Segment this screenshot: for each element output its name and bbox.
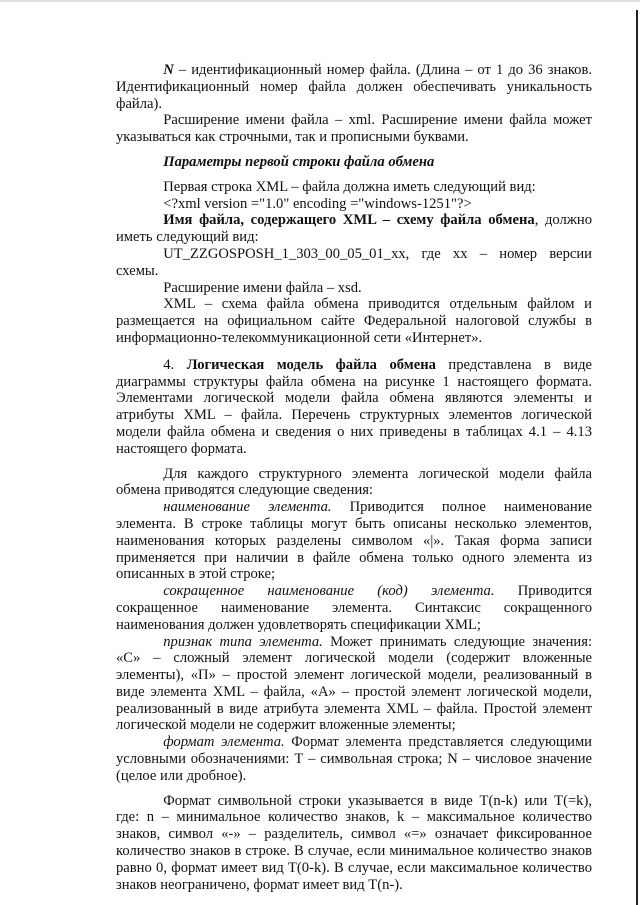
short-name-term: сокращенное наименование (код) элемента. (163, 583, 495, 600)
paragraph-file-id (116, 62, 592, 112)
paragraph-schema-extension: Расширение имени файла – xsd. (163, 279, 362, 296)
format-text: Формат элемента представляется следующими условными обозначениями: Т – символьная строка; N – числовое значение (целое или дробное). (116, 734, 592, 784)
paragraph-type-flag (116, 634, 592, 735)
paragraph-file-id-text: – идентификационный номер файла. (Длина – от 1 до 36 знаков. Идентификационный номер файла должен обеспечивать уникальность файла). (116, 62, 592, 112)
logical-model-prefix: 4. (163, 356, 187, 373)
logical-model-bold: Логическая модель файла обмена (186, 356, 436, 373)
short-name-text: Приводится сокращенное наименование элемента. Синтаксис сокращенного наименования должен удовлетворять спецификации XML; (116, 583, 592, 633)
paragraph-string-format: Формат символьной строки указывается в виде T(n-k) или T(=k), где: n – минимальное количество знаков, k – максимальное количество знаков, символ «-» – разделитель, символ «=» означает фиксированное количество знаков в строке. В случае, если минимальное количество знаков равно 0, формат имеет вид T(0-k). В случае, если максимальное количество знаков неограничено, формат имеет вид T(n-). (116, 792, 592, 893)
element-name-text: Приводится полное наименование элемента. В строке таблицы могут быть описаны несколько элементов, наименования которых разделены символом «|». Такая форма записи применяется при наличии в файле обмена только одного элемента из описанных в этой строке; (116, 499, 593, 583)
top-scan-edge (0, 0, 640, 2)
paragraph-schema-name (116, 212, 592, 246)
element-name-term: наименование элемента. (163, 499, 332, 516)
right-scan-edge (636, 10, 638, 905)
format-term: формат элемента. (163, 734, 285, 751)
paragraph-logical-model (116, 357, 592, 458)
paragraph-extension: Расширение имени файла – xml. Расширение имени файла может указываться как строчными, так и прописными буквами. (116, 112, 592, 146)
type-flag-text: Может принимать следующие значения: «С» – сложный элемент логической модели (содержит вложенные элементы), «П» – простой элемент логической модели, реализованный в виде элемента XML – файла, «А» – простой элемент логической модели, реализованный в виде атрибута элемента XML – файла. Простой элемент логической модели не содержит вложенные элементы; (116, 633, 592, 734)
paragraph-first-line-intro: Первая строка XML – файла должна иметь следующий вид: (163, 178, 536, 195)
schema-name-text: , должно иметь следующий вид: (116, 212, 592, 246)
paragraph-xml-declaration: <?xml version ="1.0" encoding ="windows-1251"?> (163, 195, 472, 212)
document-body (116, 62, 592, 893)
term-n: N (163, 62, 174, 78)
logical-model-text: представлена в виде диаграммы структуры файла обмена на рисунке 1 настоящего формата. Элементами логической модели файла обмена являются элементы и атрибуты XML – файла. Перечень структурных элементов логической модели файла обмена и сведения о них приведены в таблицах 4.1 – 4.13 настоящего формата. (116, 356, 592, 457)
paragraph-short-name (116, 583, 592, 633)
paragraph-element-info-intro: Для каждого структурного элемента логической модели файла обмена приводятся следующие сведения: (116, 465, 592, 499)
paragraph-format (116, 734, 592, 784)
paragraph-element-name (116, 499, 592, 583)
paragraph-schema-filename: UT_ZZGOSPOSH_1_303_00_05_01_xx, где хх – номер версии схемы. (116, 245, 592, 279)
type-flag-term: признак типа элемента. (163, 633, 323, 650)
schema-name-bold: Имя файла, содержащего XML – схему файла обмена (163, 212, 535, 229)
heading-first-line-params: Параметры первой строки файла обмена (163, 153, 435, 170)
paragraph-schema-location: XML – схема файла обмена приводится отдельным файлом и размещается на официальном сайте Федеральной налоговой службы в информационно-телекоммуникационной сети «Интернет». (116, 296, 592, 346)
